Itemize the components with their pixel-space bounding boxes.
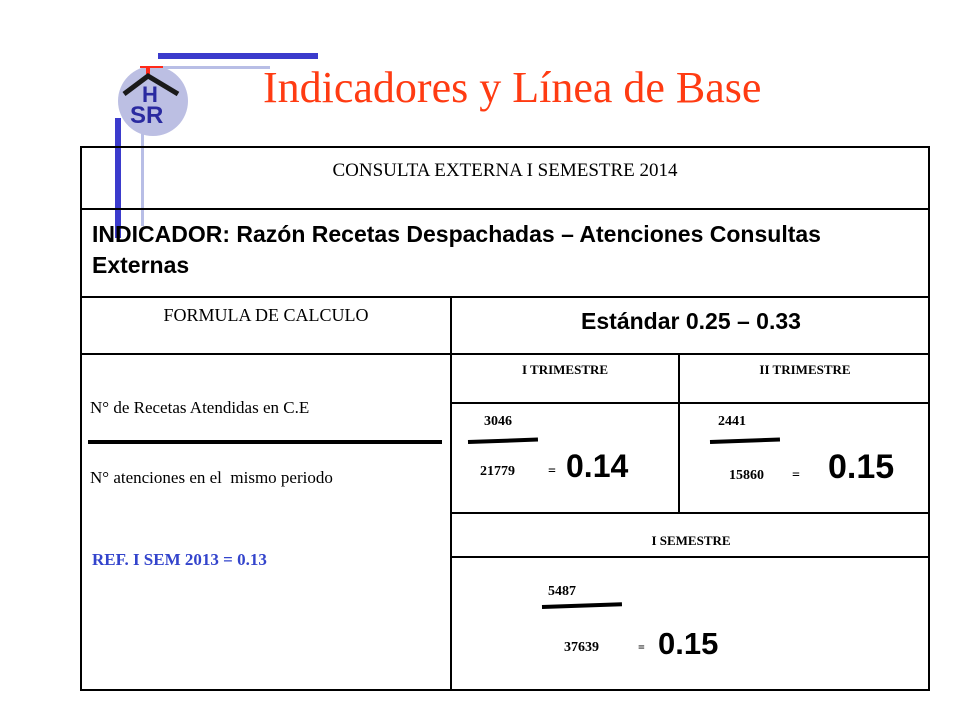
q1-denominator: 21779 [480,464,515,479]
q1-result: 0.14 [566,448,629,484]
row-divider [452,512,930,514]
numerator-label: N° de Recetas Atendidas en C.E [90,398,310,417]
decor-line-top [158,53,318,59]
q2-denominator: 15860 [729,468,764,483]
q2-label: II TRIMESTRE [759,362,851,377]
q2-equals: = [792,468,800,483]
fraction-line [88,440,442,444]
semester-numerator: 5487 [548,584,576,599]
row-divider [80,353,930,355]
denominator-label: N° atenciones en el mismo periodo [90,468,333,487]
standard-value: Estándar 0.25 – 0.33 [581,308,801,334]
semester-label: I SEMESTRE [651,533,731,548]
page-title: Indicadores y Línea de Base [263,63,762,112]
reference-value: REF. I SEM 2013 = 0.13 [92,550,267,569]
row-divider [80,208,930,210]
formula-label: FORMULA DE CALCULO [163,305,369,325]
table-header: CONSULTA EXTERNA I SEMESTRE 2014 [332,160,678,181]
logo-letters-sr: SR [130,102,164,129]
semester-result: 0.15 [658,626,719,661]
q2-numerator: 2441 [718,414,746,429]
row-divider [452,402,930,404]
row-divider [452,556,930,558]
logo-letter-h: H [142,82,158,107]
q1-numerator: 3046 [484,414,512,429]
q1-equals: = [548,464,556,479]
q1-label: I TRIMESTRE [521,362,609,377]
row-divider [80,296,930,298]
indicator-text: INDICADOR: Razón Recetas Despachadas – Atenciones Consultas Externas [92,221,821,278]
column-divider [450,296,452,691]
hospital-logo [118,66,188,136]
semester-equals: = [638,640,645,654]
semester-denominator: 37639 [564,640,599,655]
q2-result: 0.15 [828,448,895,486]
